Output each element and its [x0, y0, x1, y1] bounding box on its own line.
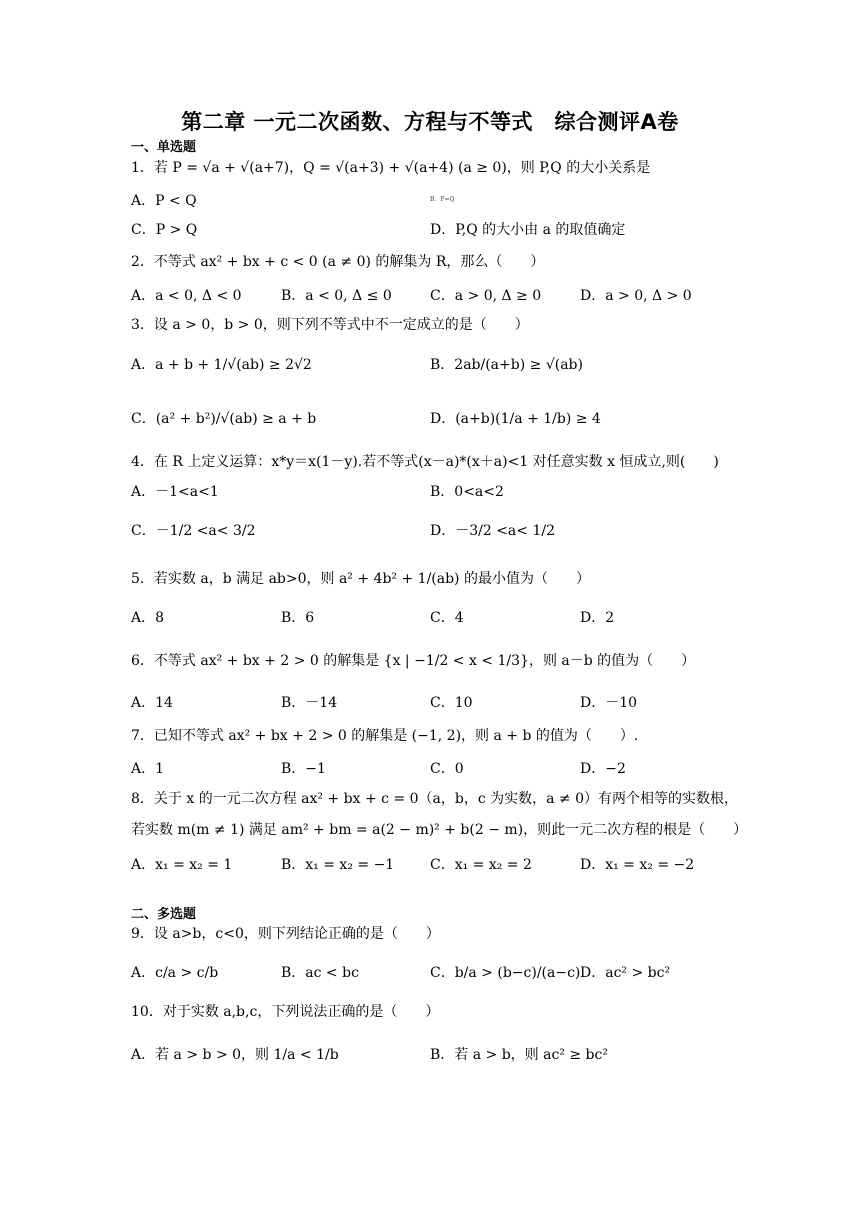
q7-option-a: A．1	[131, 761, 165, 777]
question-4-stem: 4．在 R 上定义运算：x*y＝x(1－y).若不等式(x－a)*(x＋a)<1 对任意实数 x 恒成立,则( )	[131, 454, 719, 470]
page-title: 第二章 一元二次函数、方程与不等式 综合测评A卷	[181, 110, 679, 134]
q8-option-d: D．x₁ = x₂ = −2	[580, 857, 695, 873]
q3-option-a: A．a + b + 1/√(ab) ≥ 2√2	[131, 357, 312, 373]
q5-option-a: A．8	[131, 610, 165, 626]
question-2-stem: 2．不等式 ax² + bx + c < 0 (a ≠ 0) 的解集为 R，那么（ ）	[131, 254, 545, 270]
q9-option-d: D．ac² > bc²	[580, 965, 671, 981]
q3-option-d: D．(a+b)(1/a + 1/b) ≥ 4	[430, 411, 601, 427]
q2-option-c: C．a > 0, Δ ≥ 0	[430, 288, 542, 304]
q9-option-c: C．b/a > (b−c)/(a−c)	[430, 965, 581, 981]
q4-option-d: D．－3/2 <a< 1/2	[430, 523, 555, 539]
q5-option-b: B．6	[281, 610, 315, 626]
q8-option-c: C．x₁ = x₂ = 2	[430, 857, 532, 873]
q7-option-c: C．0	[430, 761, 464, 777]
q4-option-a: A．－1<a<1	[131, 484, 219, 500]
q4-option-b: B．0<a<2	[430, 484, 504, 500]
q6-option-b: B．－14	[281, 695, 338, 711]
q7-option-b: B．−1	[281, 761, 326, 777]
q10-option-a: A．若 a > b > 0，则 1/a < 1/b	[131, 1047, 339, 1063]
q2-option-a: A．a < 0, Δ < 0	[131, 288, 242, 304]
q1-option-c: C．P > Q	[131, 222, 198, 238]
question-5-stem: 5．若实数 a，b 满足 ab>0，则 a² + 4b² + 1/(ab) 的最小值为（ ）	[131, 571, 590, 587]
q9-option-b: B．ac < bc	[281, 965, 359, 981]
question-6-stem: 6．不等式 ax² + bx + 2 > 0 的解集是 {x | −1/2 < x < 1/3}，则 a－b 的值为（ ）	[131, 653, 696, 669]
q8-option-b: B．x₁ = x₂ = −1	[281, 857, 395, 873]
q1-option-a: A．P < Q	[131, 193, 197, 209]
q10-option-b: B．若 a > b，则 ac² ≥ bc²	[430, 1047, 608, 1063]
q6-option-d: D．－10	[580, 695, 638, 711]
q9-option-a: A．c/a > c/b	[131, 965, 219, 981]
question-10-stem: 10．对于实数 a,b,c，下列说法正确的是（ ）	[131, 1004, 440, 1020]
q1-option-b: B．P=Q	[430, 196, 455, 203]
question-3-stem: 3．设 a > 0，b > 0，则下列不等式中不一定成立的是（ ）	[131, 317, 529, 333]
section-heading-multiple-choice: 二、多选题	[131, 907, 197, 922]
question-8-stem: 8．关于 x 的一元二次方程 ax² + bx + c = 0（a，b，c 为实数，a ≠ 0）有两个相等的实数根，	[131, 791, 738, 807]
question-7-stem: 7．已知不等式 ax² + bx + 2 > 0 的解集是 (−1, 2)，则 a + b 的值为（ ）.	[131, 728, 639, 744]
question-8-stem-line2: 若实数 m(m ≠ 1) 满足 am² + bm = a(2 − m)² + b(2 − m)，则此一元二次方程的根是（ ）	[131, 822, 748, 838]
q2-option-d: D．a > 0, Δ > 0	[580, 288, 692, 304]
q7-option-d: D．−2	[580, 761, 626, 777]
q2-option-b: B．a < 0, Δ ≤ 0	[281, 288, 392, 304]
q6-option-a: A．14	[131, 695, 173, 711]
section-heading-single-choice: 一、单选题	[131, 140, 197, 155]
q3-option-b: B．2ab/(a+b) ≥ √(ab)	[430, 357, 583, 373]
q4-option-c: C．－1/2 <a< 3/2	[131, 523, 256, 539]
q6-option-c: C．10	[430, 695, 473, 711]
question-1-stem: 1．若 P = √a + √(a+7)，Q = √(a+3) + √(a+4) (a ≥ 0)，则 P,Q 的大小关系是	[131, 160, 651, 176]
q8-option-a: A．x₁ = x₂ = 1	[131, 857, 233, 873]
q5-option-d: D．2	[580, 610, 615, 626]
question-9-stem: 9．设 a>b，c<0，则下列结论正确的是（ ）	[131, 926, 440, 942]
q3-option-c: C．(a² + b²)/√(ab) ≥ a + b	[131, 411, 317, 427]
q5-option-c: C．4	[430, 610, 464, 626]
q1-option-d: D．P,Q 的大小由 a 的取值确定	[430, 222, 626, 238]
